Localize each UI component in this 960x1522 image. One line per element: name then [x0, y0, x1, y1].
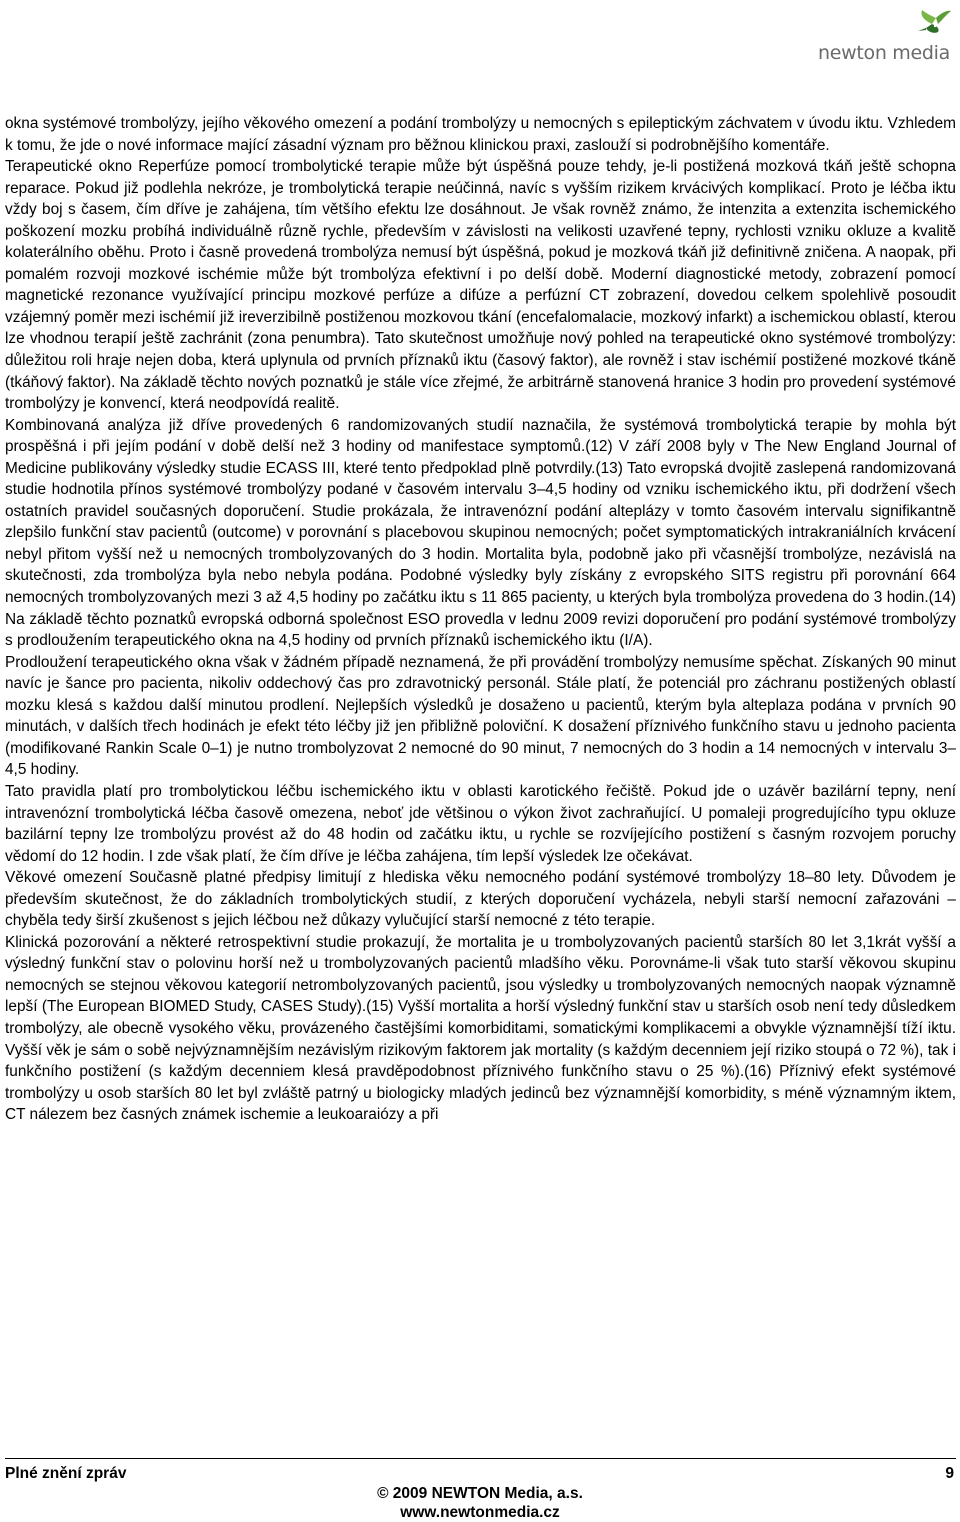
paragraph: Věkové omezení Současně platné předpisy limitují z hlediska věku nemocného podání systémové trombolýzy 18–80 lety. Důvodem je především skutečnost, že do základních trombolytických studií, z kterých doporučení vycházela, nebyli starší nemocní zařazováni – chyběla tedy širší zkušenost s jejich léčbou než důkazy vylučující starší nemocné z této terapie.: [5, 869, 956, 930]
newton-media-logo: [817, 4, 952, 66]
page-number: 9: [945, 1465, 954, 1482]
hummingbird-icon: [832, 4, 952, 44]
paragraph: okna systémové trombolýzy, jejího věkového omezení a podání trombolýzy u nemocných s epileptickým záchvatem v úvodu iktu. Vzhledem k tomu, že jde o nové informace mající zásadní význam pro běžnou klinickou praxi, zaslouží si podrobnějšího komentáře.: [5, 115, 956, 154]
footer-divider: [5, 1458, 956, 1459]
footer-title: Plné znění zpráv: [5, 1465, 127, 1482]
logo-text: newton media: [817, 42, 950, 64]
footer-credits: [0, 1484, 960, 1522]
website-link[interactable]: www.newtonmedia.cz: [400, 1504, 560, 1521]
paragraph: Terapeutické okno Reperfúze pomocí trombolytické terapie může být úspěšná pouze tehdy, je-li postižená mozková tkáň ještě schopna reparace. Pokud již podlehla nekróze, je trombolytická terapie neúčinná, navíc s vyšším rizikem krvácivých komplikací. Proto je léčba iktu vždy boj s časem, čím dříve je zahájena, tím většího efektu lze dosáhnout. Je však rovněž známo, že intenzita a extenzita ischemického poškození mozku probíhá individuálně různě rychle, především v závislosti na velikosti uzavřené tepny, rychlosti vzniku okluze a kvalitě kolaterálního oběhu. Proto i časně provedená trombolýza nemusí být úspěšná, pokud je mozková tkáň již definitivně zničena. A naopak, při pomalém rozvoji mozkové ischémie může být trombolýza efektivní i po delší době. Moderní diagnostické metody, zobrazení pomocí magnetické rezonance využívající principu mozkové perfúze a difúze a perfúzní CT zobrazení, dovedou celkem spolehlivě posoudit vzájemný poměr mezi ischémií již ireverzibilně postiženou mozkovou tkání (encefalomalacie, mozkový infarkt) a ischemickou oblastí, kterou lze vhodnou terapií ještě zachránit (zona penumbra). Tato skutečnost umožňuje nový pohled na terapeutické okno systémové trombolýzy: důležitou roli hraje nejen doba, která uplynula od prvních příznaků iktu (časový faktor), ale rovněž i stav ischémií postižené mozkové tkáně (tkáňový faktor). Na základě těchto nových poznatků je stále více zřejmé, že arbitrárně stanovená hranice 3 hodin pro provedení systémové trombolýzy je konvencí, která neodpovídá realitě.: [5, 158, 956, 413]
paragraph: Klinická pozorování a některé retrospektivní studie prokazují, že mortalita je u trombolyzovaných pacientů starších 80 let 3,1krát vyšší a výsledný funkční stav o polovinu horší než u trombolyzovaných pacientů mladšího věku. Porovnáme-li však tuto starší věkovou skupinu nemocných se stejnou věkovou kategorií netrombolyzovaných pacientů, jsou výsledky u trombolyzovaných nemocných naopak významně lepší (The European BIOMED Study, CASES Study).(15) Vyšší mortalita a horší výsledný funkční stav u starších osob není tedy důsledkem trombolýzy, ale obecně vysokého věku, provázeného častějšími komorbiditami, somatickými komplikacemi a obvykle významnější tíží iktu. Vyšší věk je sám o sobě nejvýznamnějším nezávislým rizikovým faktorem jak mortality (s každým decenniem její riziko stoupá o 72 %), tak i funkčního postižení (s každým decenniem klesá pravděpodobnost příznivého funkčního stavu o 25 %).(16) Příznivý efekt systémové trombolýzy u osob starších 80 let byl zvláště patrný u biologicky mladých jedinců bez významnější komorbidity, s méně významným iktem, CT nálezem bez časných známek ischemie a leukoaraiózy a při: [5, 933, 956, 1124]
article-body: [5, 113, 956, 1126]
copyright-text: © 2009 NEWTON Media, a.s.: [377, 1485, 583, 1502]
paragraph: Tato pravidla platí pro trombolytickou léčbu ischemického iktu v oblasti karotického řečiště. Pokud jde o uzávěr bazilární tepny, není intravenózní trombolytická léčba časově omezena, neboť jde většinou o výkon život zachraňující. U pomaleji progredujícího typu okluze bazilární tepny lze trombolýzu provést až do 48 hodin od začátku iktu, u rychle se rozvíjejícího postižení s časným rozvojem poruchy vědomí do 12 hodin. I zde však platí, že čím dříve je léčba zahájena, tím lepší výsledek lze očekávat.: [5, 782, 956, 865]
paragraph: Prodloužení terapeutického okna však v žádném případě neznamená, že při provádění trombolýzy nemusíme spěchat. Získaných 90 minut navíc je šance pro pacienta, nikoliv oddechový čas pro zdravotnický personál. Stále platí, že potenciál pro záchranu postižených oblastí mozku klesá s každou další minutou prodlení. Nejlepších výsledků je dosaženo u pacientů, kterým byla alteplaza podána v prvních 90 minutách, v dalších třech hodinách je efekt této léčby již jen přibližně poloviční. K dosažení příznivého funkčního stavu u jednoho pacienta (modifikované Rankin Scale 0–1) je nutno trombolyzovat 2 nemocné do 90 minut, 7 nemocných do 3 hodin a 14 nemocných v intervalu 3–4,5 hodiny.: [5, 653, 956, 779]
paragraph: Kombinovaná analýza již dříve provedených 6 randomizovaných studií naznačila, že systémová trombolytická terapie by mohla být prospěšná i při jejím podání v době delší než 3 hodiny od manifestace symptomů.(12) V září 2008 byly v The New England Journal of Medicine publikovány výsledky studie ECASS III, které tento předpoklad plně potvrdily.(13) Tato evropská dvojitě zaslepená randomizovaná studie hodnotila přínos systémové trombolýzy podané v časovém intervalu 3–4,5 hodiny od vzniku ischemického iktu, při dodržení všech ostatních pravidel současných doporučení. Studie prokázala, že intravenózní podání alteplázy v tomto časovém intervalu signifikantně zlepšilo funkční stav pacientů (outcome) v porovnání s placebovou skupinou nemocných; počet symptomatických intrakraniálních krvácení nebyl přitom vyšší než u nemocných trombolyzovaných do 3 hodin. Mortalita byla, podobně jako při včasnější trombolýze, nezávislá na skutečnosti, zda trombolýza byla nebo nebyla podána. Podobné výsledky byly získány z evropského SITS registru při porovnání 664 nemocných trombolyzovaných mezi 3 až 4,5 hodiny po začátku iktu s 11 865 pacienty, u kterých byla trombolýza provedena do 3 hodin.(14) Na základě těchto poznatků evropská odborná společnost ESO provedla v lednu 2009 revizi doporučení pro podání systémové trombolýzy s prodloužením terapeutického okna na 4,5 hodiny od prvních příznaků ischemického iktu (I/A).: [5, 416, 956, 650]
